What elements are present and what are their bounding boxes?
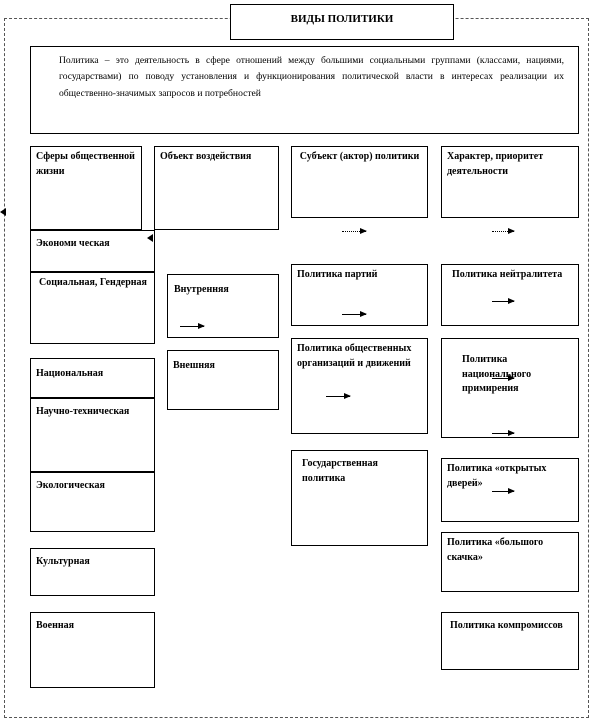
subject-organizations: Политика общественных организаций и движений	[291, 338, 428, 434]
character-reconciliation-arrow-2-icon	[492, 433, 514, 434]
character-header: Характер, приоритет деятельности	[441, 146, 579, 218]
subject-parties: Политика партий	[291, 264, 428, 326]
subject-state: Государственная политика	[291, 450, 428, 546]
character-open-doors-arrow-icon	[492, 491, 514, 492]
subject-organizations-arrow-icon	[326, 396, 350, 397]
subjects-header: Субъект (актор) политики	[291, 146, 428, 218]
character-reconciliation: Политика национального примирения	[441, 338, 579, 438]
sphere-ecological: Экологическая	[30, 472, 155, 532]
spheres-header: Сферы общественной жизни	[30, 146, 142, 230]
sphere-scientific: Научно-техническая	[30, 398, 155, 472]
object-external: Внешняя	[167, 350, 279, 410]
sphere-military: Военная	[30, 612, 155, 688]
character-compromises: Политика компромиссов	[441, 612, 579, 670]
definition-box: Политика – это деятельность в сфере отношений между большими социальными группами (классами, нациями, государствами) по поводу установления и функционирования политической власти в интересах реализации их общественно-значимых запросов и потребностей	[30, 46, 579, 134]
character-neutrality-arrow-icon	[492, 301, 514, 302]
sphere-economic: Экономи ческая	[30, 230, 155, 272]
sphere-cultural: Культурная	[30, 548, 155, 596]
character-open-doors: Политика «открытых дверей»	[441, 458, 579, 522]
page-title: ВИДЫ ПОЛИТИКИ	[230, 4, 454, 40]
character-arrow-icon	[492, 231, 514, 232]
object-internal: Внутренняя	[167, 274, 279, 338]
character-reconciliation-arrow-icon	[492, 378, 514, 379]
character-great-leap: Политика «большого скачка»	[441, 532, 579, 592]
sphere-social: Социальная, Гендерная	[30, 272, 155, 344]
subjects-arrow-icon	[342, 231, 366, 232]
sphere-pointer-icon	[147, 234, 153, 242]
sphere-national: Национальная	[30, 358, 155, 398]
subject-parties-arrow-icon	[342, 314, 366, 315]
objects-header: Объект воздействия	[154, 146, 279, 230]
object-internal-arrow-icon	[180, 326, 204, 327]
character-neutrality: Политика нейтралитета	[441, 264, 579, 326]
left-edge-arrow-icon	[0, 208, 6, 216]
